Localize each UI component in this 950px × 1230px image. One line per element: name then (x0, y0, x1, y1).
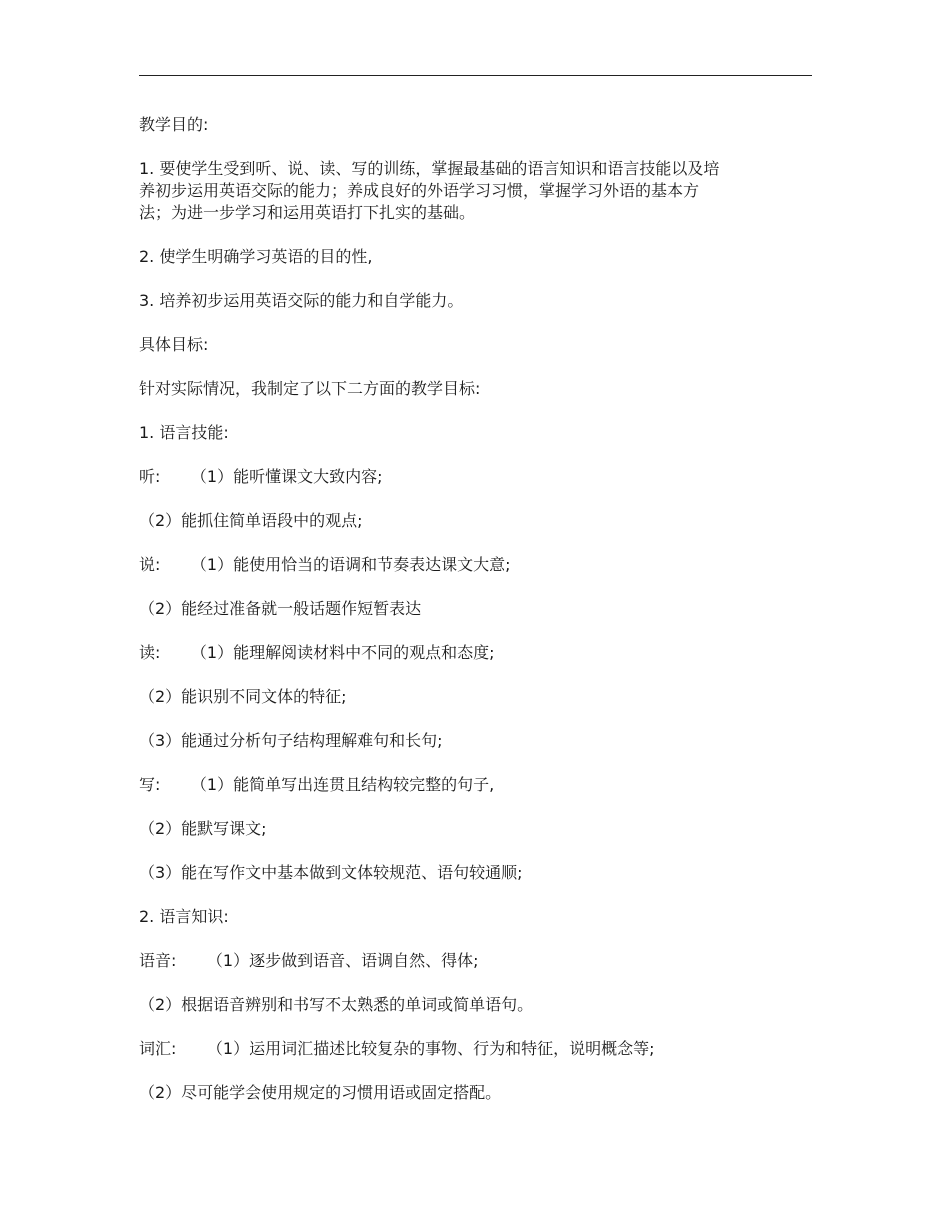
speaking-2: （2）能经过准备就一般话题作短暂表达 (139, 599, 422, 618)
heading-teaching-goals: 教学目的: (139, 115, 209, 134)
reading-2: （2）能识别不同文体的特征; (139, 687, 347, 706)
heading-specific-goals: 具体目标: (139, 335, 209, 354)
phonetics-2: （2）根据语音辨别和书写不太熟悉的单词或简单语句。 (139, 995, 534, 1014)
writing-2: （2）能默写课文; (139, 819, 267, 838)
document-body (139, 114, 779, 1126)
speaking-1: 说: （1）能使用恰当的语调和节奏表达课文大意; (139, 555, 511, 574)
intro-line: 针对实际情况，我制定了以下二方面的教学目标: (139, 379, 481, 398)
listening-1: 听: （1）能听懂课文大致内容; (139, 467, 383, 486)
vocabulary-2: （2）尽可能学会使用规定的习惯用语或固定搭配。 (139, 1083, 502, 1102)
section-language-skills: 1. 语言技能: (139, 423, 229, 442)
goal-1: 1. 要使学生受到听、说、读、写的训练，掌握最基础的语言知识和语言技能以及培 养初步运用英语交际的能力；养成良好的外语学习习惯，掌握学习外语的基本方 法；为进一步学习和运用英语打下扎实的基础。 (139, 159, 720, 222)
header-rule (139, 75, 812, 76)
phonetics-1: 语音: （1）逐步做到语音、语调自然、得体; (139, 951, 479, 970)
vocabulary-1: 词汇: （1）运用词汇描述比较复杂的事物、行为和特征，说明概念等; (139, 1039, 655, 1058)
writing-3: （3）能在写作文中基本做到文体较规范、语句较通顺; (139, 863, 523, 882)
section-language-knowledge: 2. 语言知识: (139, 907, 229, 926)
reading-3: （3）能通过分析句子结构理解难句和长句; (139, 731, 443, 750)
reading-1: 读: （1）能理解阅读材料中不同的观点和态度; (139, 643, 495, 662)
listening-2: （2）能抓住简单语段中的观点; (139, 511, 363, 530)
goal-2: 2. 使学生明确学习英语的目的性, (139, 247, 373, 266)
goal-3: 3. 培养初步运用英语交际的能力和自学能力。 (139, 291, 464, 310)
writing-1: 写: （1）能简单写出连贯且结构较完整的句子, (139, 775, 495, 794)
